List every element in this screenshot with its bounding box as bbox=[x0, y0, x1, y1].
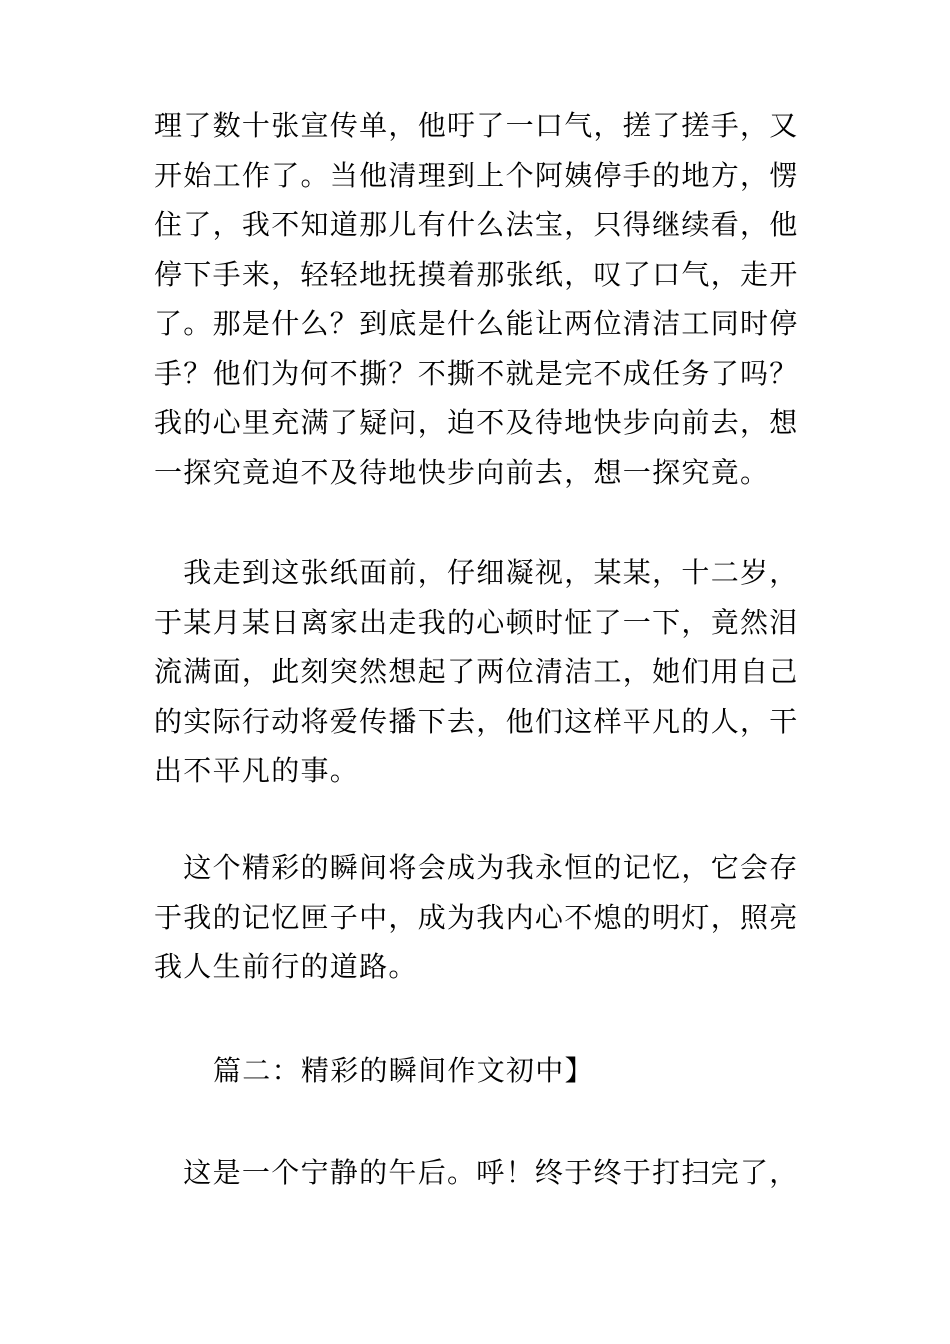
paragraph-line: 于我的记忆匣子中，成为我内心不熄的明灯，照亮 bbox=[154, 900, 799, 934]
paragraph-line: 这是一个宁静的午后。呼！终于终于打扫完了， bbox=[154, 1156, 799, 1189]
paragraph-line: 的实际行动将爱传播下去，他们这样平凡的人，干 bbox=[154, 704, 799, 738]
section-heading bbox=[213, 1046, 853, 1096]
paragraph-line: 出不平凡的事。 bbox=[154, 754, 360, 787]
section-heading-text: 篇二：精彩的瞬间作文初中】 bbox=[213, 1054, 594, 1087]
paragraph-line: 这个精彩的瞬间将会成为我永恒的记忆，它会存 bbox=[154, 851, 799, 884]
paragraph-1 bbox=[154, 101, 799, 497]
paragraph-line: 我人生前行的道路。 bbox=[154, 950, 418, 983]
paragraph-line: 停下手来，轻轻地抚摸着那张纸，叹了口气，走开 bbox=[154, 257, 799, 291]
paragraph-line: 一探究竟迫不及待地快步向前去，想一探究竟。 bbox=[154, 455, 770, 489]
paragraph-3 bbox=[154, 843, 799, 992]
paragraph-4 bbox=[154, 1148, 799, 1198]
paragraph-2 bbox=[154, 548, 799, 796]
paragraph-line: 了。那是什么？到底是什么能让两位清洁工同时停 bbox=[154, 307, 799, 340]
paragraph-line: 我走到这张纸面前，仔细凝视，某某，十二岁， bbox=[154, 556, 799, 589]
paragraph-line: 手？他们为何不撕？不撕不就是完不成任务了吗？ bbox=[154, 356, 799, 390]
paragraph-line: 理了数十张宣传单，他吁了一口气，搓了搓手，又 bbox=[154, 109, 799, 142]
paragraph-line: 我的心里充满了疑问，迫不及待地快步向前去，想 bbox=[154, 406, 799, 439]
paragraph-line: 流满面，此刻突然想起了两位清洁工，她们用自己 bbox=[154, 655, 799, 688]
paragraph-line: 住了，我不知道那儿有什么法宝，只得继续看，他 bbox=[154, 208, 799, 241]
paragraph-line: 开始工作了。当他清理到上个阿姨停手的地方，愣 bbox=[154, 158, 799, 192]
paragraph-line: 于某月某日离家出走我的心顿时怔了一下，竟然泪 bbox=[154, 605, 799, 639]
